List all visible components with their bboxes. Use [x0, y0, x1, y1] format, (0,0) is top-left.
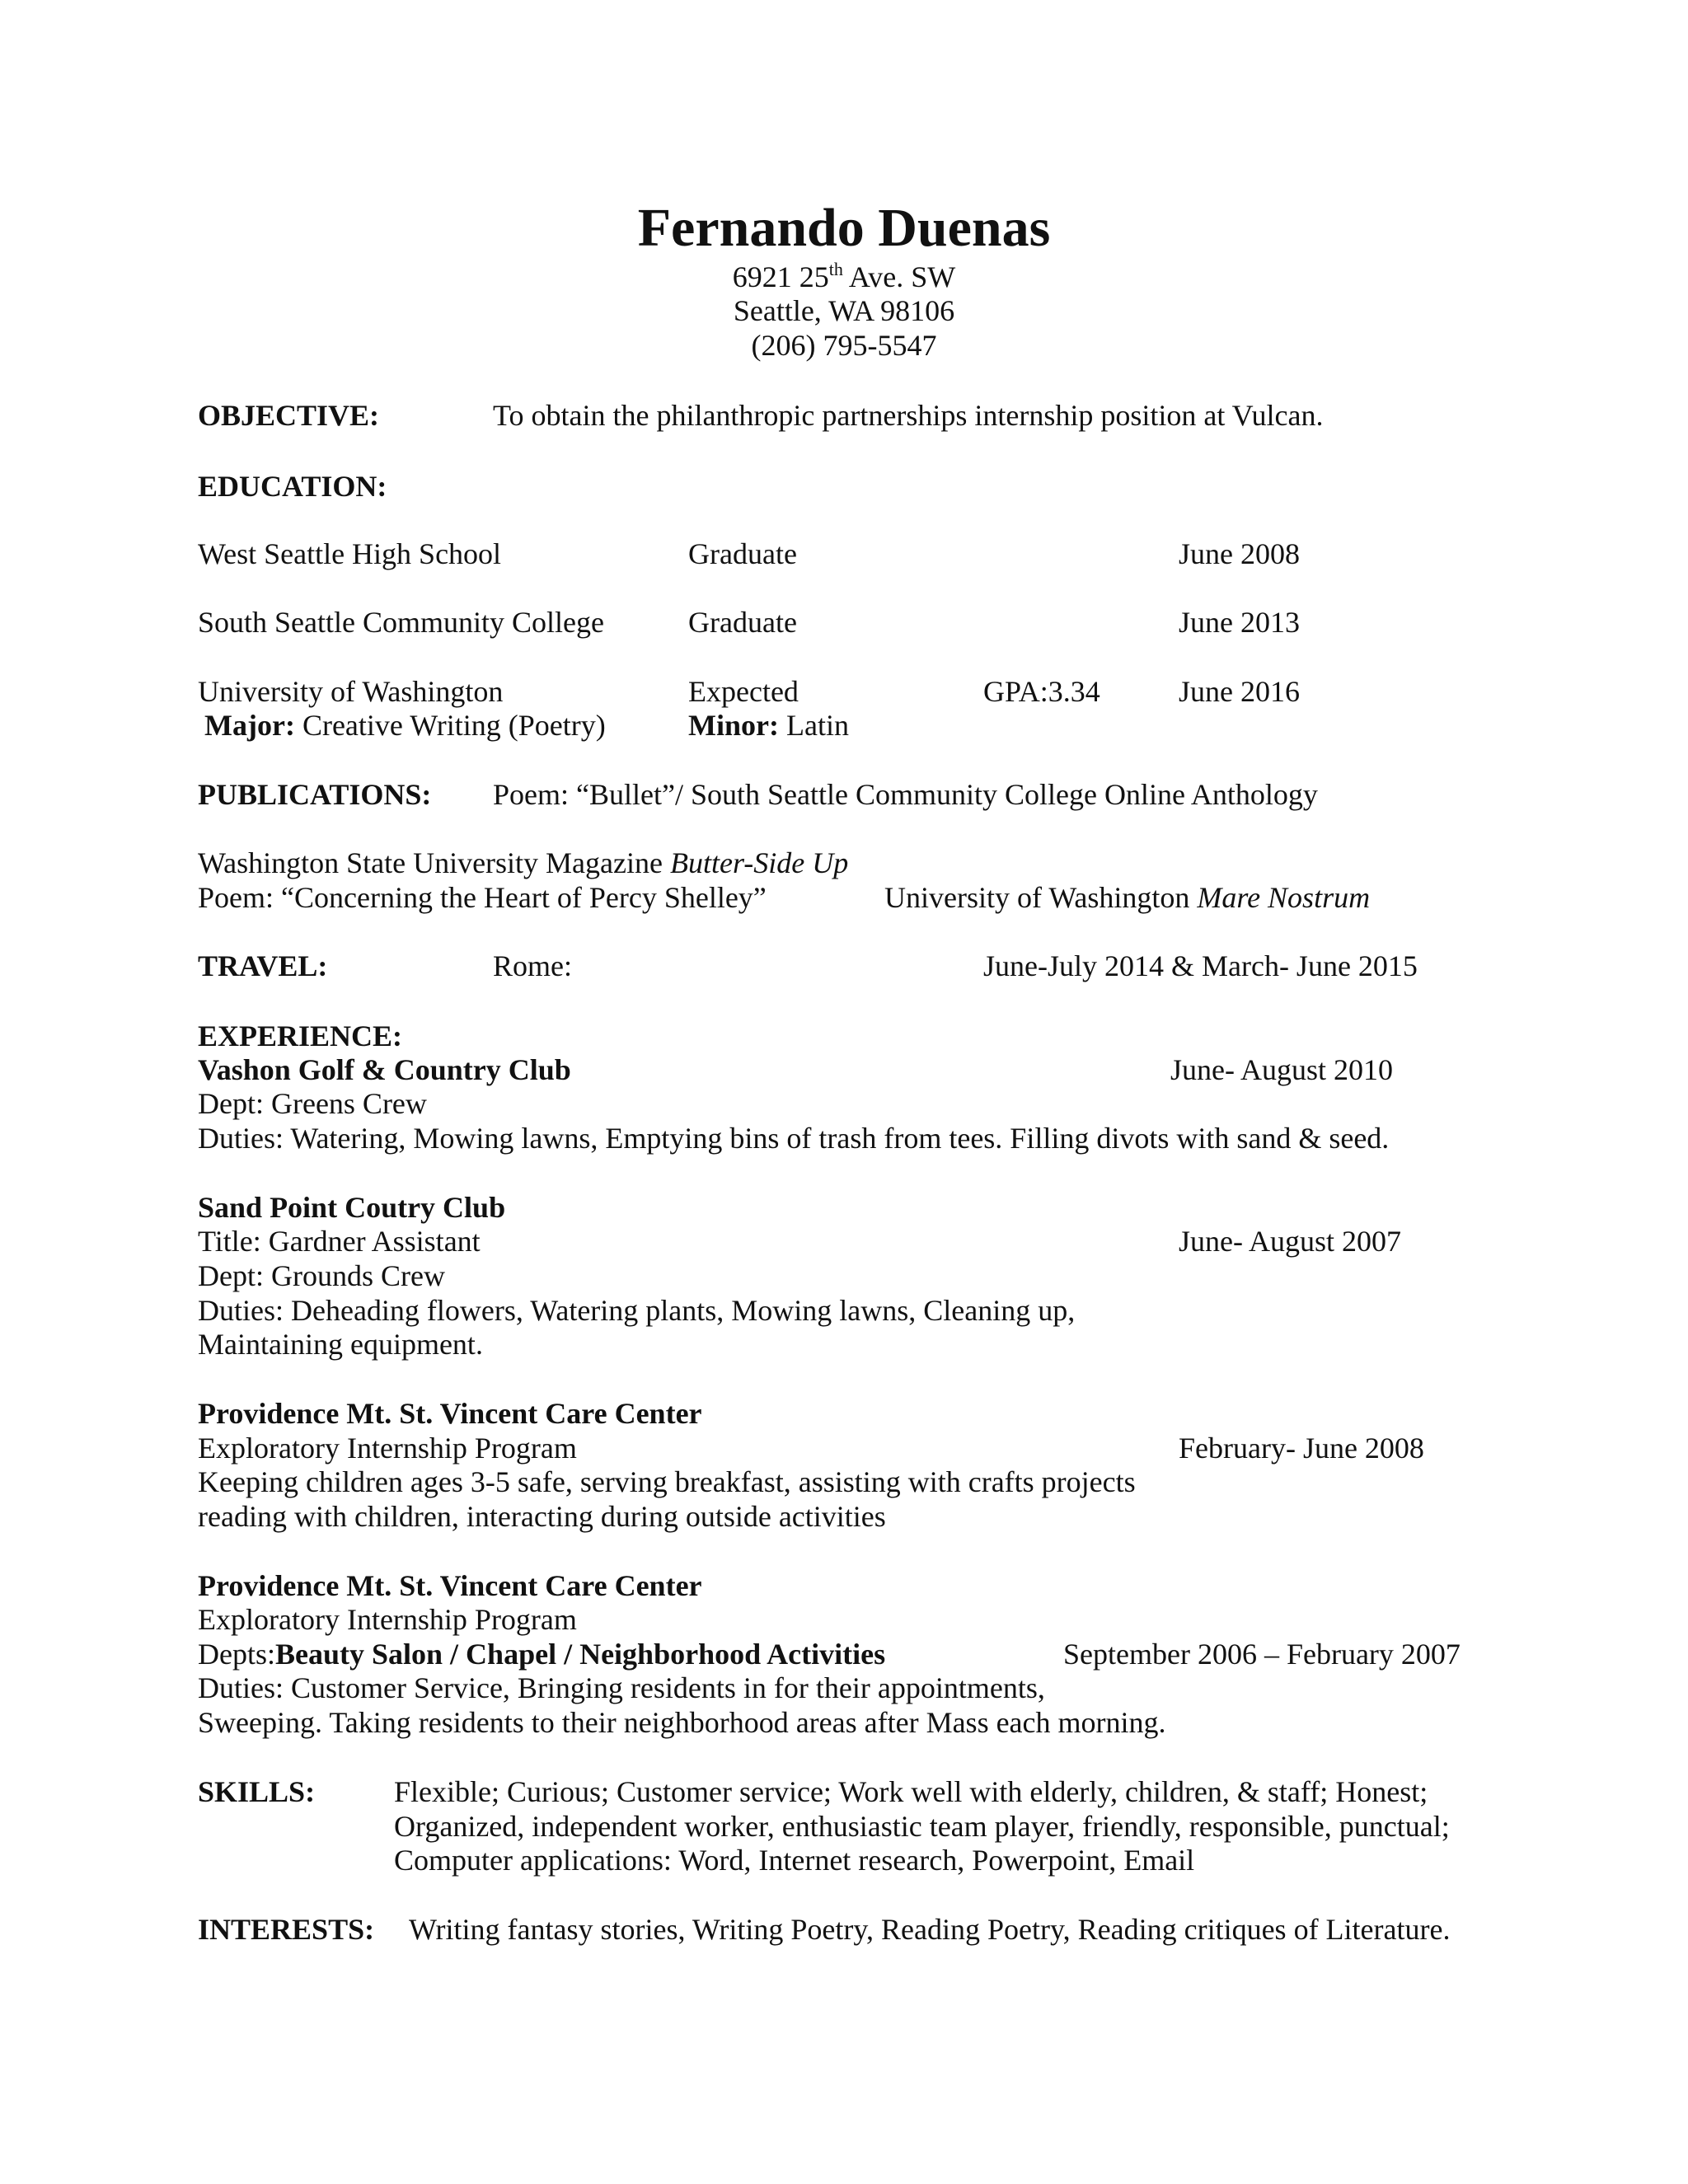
- publication-line: [198, 848, 848, 878]
- experience-label: EXPERIENCE:: [198, 1019, 403, 1052]
- publication-venue: [884, 883, 1370, 912]
- travel-place: Rome:: [493, 949, 572, 982]
- publication-line: Poem: “Bullet”/ South Seattle Community College Online Anthology: [493, 778, 1318, 811]
- job-detail: Maintaining equipment.: [198, 1328, 483, 1361]
- address-street: Ave. SW: [842, 260, 956, 293]
- job-date: June- August 2007: [1179, 1225, 1401, 1258]
- interests-text: Writing fantasy stories, Writing Poetry, Reading Poetry, Reading critiques of Literature.: [409, 1913, 1451, 1946]
- job-detail: Dept: Greens Crew: [198, 1087, 427, 1120]
- address-suffix: th: [828, 259, 843, 279]
- address-number: 6921 25: [732, 260, 829, 293]
- job-detail: reading with children, interacting during outside activities: [198, 1500, 886, 1533]
- education-date: June 2013: [1179, 606, 1300, 639]
- publication-title: Butter-Side Up: [669, 846, 849, 879]
- major-line: [204, 710, 606, 740]
- education-date: June 2016: [1179, 675, 1300, 708]
- job-detail: Dept: Grounds Crew: [198, 1259, 445, 1292]
- minor-label: Minor:: [688, 709, 779, 742]
- education-school: South Seattle Community College: [198, 606, 604, 639]
- job-depts-value: Beauty Salon / Chapel / Neighborhood Activities: [275, 1638, 886, 1671]
- publication-line: Poem: “Concerning the Heart of Percy Shelley”: [198, 881, 767, 914]
- job-employer: Vashon Golf & Country Club: [198, 1053, 571, 1086]
- address-line: [0, 259, 1688, 293]
- job-employer: Providence Mt. St. Vincent Care Center: [198, 1569, 702, 1602]
- job-detail: Duties: Watering, Mowing lawns, Emptying bins of trash from tees. Filling divots with sand & seed.: [198, 1122, 1390, 1155]
- skills-line: Computer applications: Word, Internet research, Powerpoint, Email: [394, 1844, 1195, 1877]
- job-detail: Exploratory Internship Program: [198, 1603, 577, 1636]
- job-employer: Sand Point Coutry Club: [198, 1191, 506, 1224]
- minor-line: [688, 710, 849, 740]
- job-detail: Title: Gardner Assistant: [198, 1225, 481, 1258]
- education-label: EDUCATION:: [198, 470, 387, 503]
- objective-label: OBJECTIVE:: [198, 399, 380, 432]
- job-detail: Duties: Customer Service, Bringing residents in for their appointments,: [198, 1671, 1045, 1704]
- education-school: University of Washington: [198, 675, 504, 708]
- phone-line: (206) 795-5547: [751, 329, 937, 362]
- travel-dates: June-July 2014 & March- June 2015: [983, 949, 1418, 982]
- publication-text: Washington State University Magazine: [198, 846, 670, 879]
- job-date: February- June 2008: [1179, 1432, 1424, 1465]
- major-value: Creative Writing (Poetry): [294, 709, 606, 742]
- job-employer: Providence Mt. St. Vincent Care Center: [198, 1397, 702, 1430]
- publications-label: PUBLICATIONS:: [198, 778, 432, 811]
- education-status: Graduate: [688, 606, 797, 639]
- skills-line: Organized, independent worker, enthusiastic team player, friendly, responsible, punctual;: [394, 1810, 1450, 1843]
- job-depts: [198, 1639, 885, 1669]
- major-label: Major:: [204, 709, 295, 742]
- education-gpa: GPA:3.34: [983, 675, 1100, 708]
- education-status: Graduate: [688, 537, 797, 570]
- education-status: Expected: [688, 675, 799, 708]
- job-detail: Exploratory Internship Program: [198, 1432, 577, 1465]
- travel-label: TRAVEL:: [198, 949, 328, 982]
- job-detail: Keeping children ages 3-5 safe, serving breakfast, assisting with crafts projects: [198, 1465, 1136, 1498]
- minor-value: Latin: [778, 709, 849, 742]
- education-date: June 2008: [1179, 537, 1300, 570]
- publication-title: Mare Nostrum: [1197, 881, 1371, 914]
- publication-text: University of Washington: [884, 881, 1198, 914]
- job-date: June- August 2010: [1170, 1053, 1393, 1086]
- city-line: Seattle, WA 98106: [733, 294, 955, 327]
- job-detail: Duties: Deheading flowers, Watering plants, Mowing lawns, Cleaning up,: [198, 1294, 1076, 1327]
- interests-label: INTERESTS:: [198, 1913, 375, 1946]
- skills-label: SKILLS:: [198, 1775, 316, 1808]
- job-date: September 2006 – February 2007: [1063, 1638, 1461, 1671]
- job-depts-label: Depts:: [198, 1638, 275, 1671]
- skills-line: Flexible; Curious; Customer service; Work well with elderly, children, & staff; Honest;: [394, 1775, 1428, 1808]
- resume-name: Fernando Duenas: [637, 198, 1051, 258]
- education-school: West Seattle High School: [198, 537, 502, 570]
- job-detail: Sweeping. Taking residents to their neighborhood areas after Mass each morning.: [198, 1706, 1166, 1739]
- objective-text: To obtain the philanthropic partnerships internship position at Vulcan.: [493, 399, 1324, 432]
